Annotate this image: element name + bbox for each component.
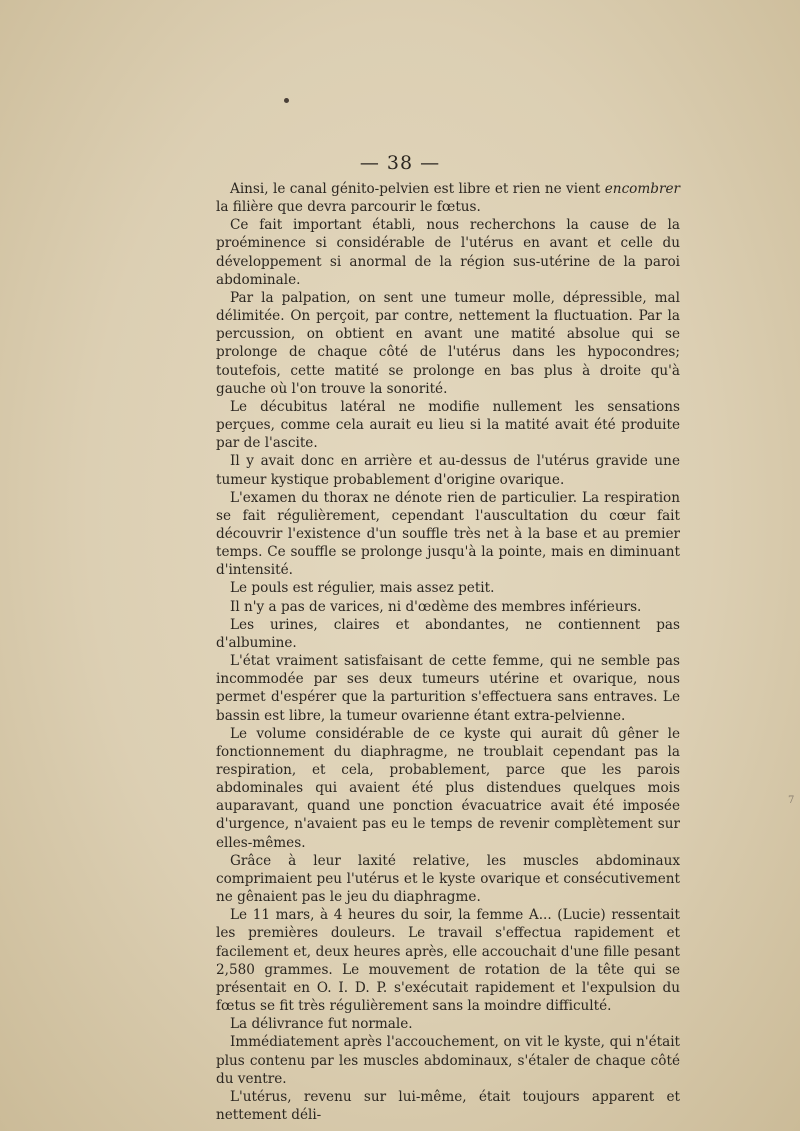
paragraph-10: L'état vraiment satisfaisant de cette femme, qui ne semble pas incommodée par ses deux tumeurs utérine et ovarique, nous permet d'espérer que la parturition s'effectuera sans entraves. Le bassin est libre, la tumeur ovarienne étant extra-pelvienne. <box>216 653 680 724</box>
paragraph-15: Immédiatement après l'accouchement, on vit le kyste, qui n'était plus contenu par les muscles abdominaux, s'étaler de chaque côté du ventre. <box>216 1034 680 1087</box>
page-number: — 38 — <box>359 152 441 174</box>
ink-dot <box>284 98 289 103</box>
paragraph-7: Le pouls est régulier, mais assez petit. <box>230 580 495 597</box>
paragraph-1-text-a: Ainsi, le canal génito-pelvien est libre et rien ne vient <box>230 181 605 197</box>
paragraph-16: L'utérus, revenu sur lui-même, était toujours apparent et nettement déli- <box>216 1088 680 1123</box>
paragraph-12: Grâce à leur laxité relative, les muscles abdominaux comprimaient peu l'utérus et le kyste ovarique et consécutivement ne gênaient pas le jeu du diaphragme. <box>216 852 680 906</box>
paragraph-13: Le 11 mars, à 4 heures du soir, la femme A... (Lucie) ressentait les premières douleurs. Le travail s'effectua rapidement et facilement et, deux heures après, elle accouchait d'une fille pesant 2,580 grammes. Le mouvement de rotation de la tête qui se présentait en O. I. D. P. s'exécutait rapidement et l'expulsion du fœtus se fit très régulièrement sans la moindre difficulté. <box>216 907 680 1015</box>
paragraph-6: L'examen du thorax ne dénote rien de particulier. La respiration se fait régulièrement, cependant l'auscultation du cœur fait découvrir l'existence d'un souffle très net à la base et au premier temps. Ce souffle se prolonge jusqu'à la pointe, mais en diminuant d'intensité. <box>216 489 680 579</box>
paragraph-1-emphasis: encombrer <box>604 181 680 197</box>
paragraph-14: La délivrance fut normale. <box>230 1016 413 1033</box>
paragraph-8: Il n'y a pas de varices, ni d'œdème des membres inférieurs. <box>230 598 642 615</box>
paragraph-9: Les urines, claires et abondantes, ne contiennent pas d'albumine. <box>216 616 680 651</box>
body-text <box>216 180 680 1124</box>
paragraph-11: Le volume considérable de ce kyste qui aurait dû gêner le fonctionnement du diaphragme, ne troublait cependant pas la respiration, et cela, probablement, parce que les parois abdominales qui avaient été plus distendues quelques mois auparavant, quand une ponction évacuatrice avait été imposée d'urgence, n'avaient pas eu le temps de revenir complètement sur elles-mêmes. <box>216 725 680 851</box>
margin-mark: 7 <box>788 795 795 806</box>
paragraph-3: Par la palpation, on sent une tumeur molle, dépressible, mal délimitée. On perçoit, par contre, nettement la fluctuation. Par la percussion, on obtient en avant une matité absolue qui se prolonge de chaque côté de l'utérus dans les hypocondres; toutefois, cette matité se prolonge en bas plus à droite qu'à gauche où l'on trouve la sonorité. <box>216 289 680 397</box>
paragraph-4: Le décubitus latéral ne modifie nullement les sensations perçues, comme cela aurait eu lieu si la matité avait été produite par de l'ascite. <box>216 398 680 452</box>
paragraph-2: Ce fait important établi, nous recherchons la cause de la proéminence si considérable de l'utérus en avant et celle du développement si anormal de la région sus-utérine de la paroi abdominale. <box>216 217 680 288</box>
paragraph-1 <box>216 180 680 216</box>
paragraph-5: Il y avait donc en arrière et au-dessus de l'utérus gravide une tumeur kystique probablement d'origine ovarique. <box>216 453 680 488</box>
paragraph-1-text-b: la filière que devra parcourir le fœtus. <box>216 199 481 216</box>
